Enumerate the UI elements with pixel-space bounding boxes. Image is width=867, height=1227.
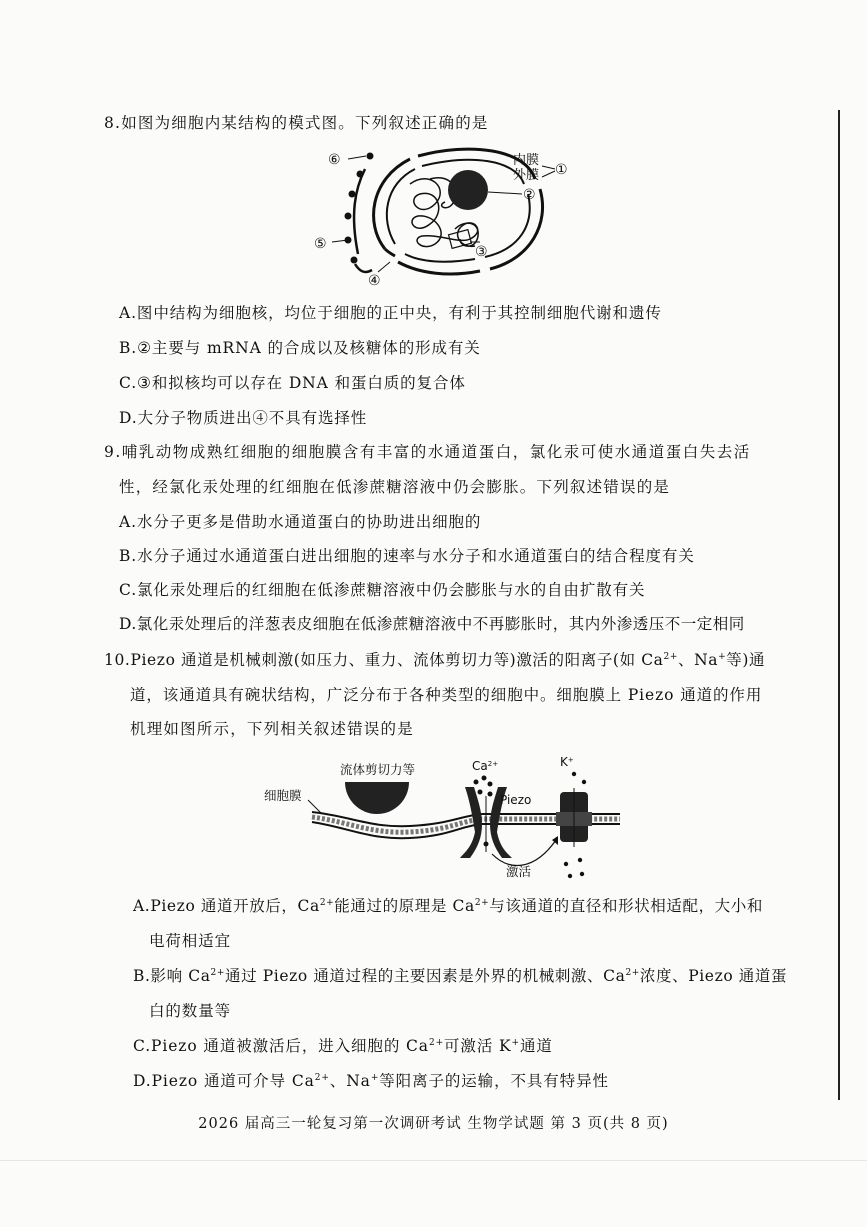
scan-edge-line — [0, 1160, 867, 1161]
piezo-label: Piezo — [500, 793, 532, 807]
q10-option-a-line1: A.Piezo 通道开放后，$Ca^{2+}$能通过的原理是 $Ca^{2+}$与该通道的直径和形状相适配，大小和 — [133, 897, 763, 915]
q8-option-c: C.③和拟核均可以存在 DNA 和蛋白质的复合体 — [119, 374, 466, 392]
q10-stem-line1: 10.Piezo 通道是机械刺激(如压力、重力、流体剪切力等)激活的阳离子(如 $Ca^{2+}$、Na+等)通 — [104, 651, 766, 669]
q8-option-d: D.大分子物质进出④不具有选择性 — [119, 409, 368, 427]
q9-option-b: B.水分子通过水通道蛋白进出细胞的速率与水分子和水通道蛋白的结合程度有关 — [119, 547, 695, 565]
label-2: ② — [523, 187, 536, 203]
k-label: K+ — [560, 755, 574, 769]
q8-stem: 8.如图为细胞内某结构的模式图。下列叙述正确的是 — [104, 114, 489, 132]
inner-membrane-label: 内膜 — [513, 153, 540, 168]
label-5: ⑤ — [314, 236, 327, 252]
cell-membrane-label: 细胞膜 — [264, 788, 302, 803]
q9-stem-line1: 9.哺乳动物成熟红细胞的细胞膜含有丰富的水通道蛋白，氯化汞可使水通道蛋白失去活 — [104, 443, 751, 461]
q8-option-b: B.②主要与 mRNA 的合成以及核糖体的形成有关 — [119, 339, 481, 357]
q10-stem-line2: 道，该通道具有碗状结构，广泛分布于各种类型的细胞中。细胞膜上 Piezo 通道的作用 — [130, 686, 763, 704]
activate-label: 激活 — [506, 864, 532, 879]
label-1: ① — [555, 162, 568, 178]
q10-option-b-line1: B.影响 $Ca^{2+}$通过 Piezo 通道过程的主要因素是外界的机械刺激、$Ca^{2+}$浓度、Piezo 通道蛋 — [133, 967, 788, 985]
q9-option-d: D.氯化汞处理后的洋葱表皮细胞在低渗蔗糖溶液中不再膨胀时，其内外渗透压不一定相同 — [119, 615, 745, 633]
q10-option-c: C.Piezo 通道被激活后，进入细胞的 $Ca^{2+}$可激活 K+通道 — [133, 1037, 553, 1055]
q8-option-a: A.图中结构为细胞核，均位于细胞的正中央，有利于其控制细胞代谢和遗传 — [119, 304, 662, 322]
q10-stem-line3: 机理如图所示，下列相关叙述错误的是 — [130, 720, 414, 738]
nucleus-diagram — [310, 144, 590, 294]
q10-option-b-line2: 白的数量等 — [149, 1002, 232, 1020]
q9-option-c: C.氯化汞处理后的红细胞在低渗蔗糖溶液中仍会膨胀与水的自由扩散有关 — [119, 581, 646, 599]
ca-label: $Ca^{2+}$ — [472, 759, 499, 773]
page-footer: 2026 届高三一轮复习第一次调研考试 生物学试题 第 3 页(共 8 页) — [198, 1116, 669, 1132]
q10-option-d: D.Piezo 通道可介导 $Ca^{2+}$、Na+等阳离子的运输，不具有特异性 — [133, 1072, 609, 1090]
q10-option-a-line2: 电荷相适宜 — [149, 932, 232, 950]
margin-rule — [838, 110, 840, 1100]
outer-membrane-label: 外膜 — [513, 168, 540, 183]
label-6: ⑥ — [328, 152, 341, 168]
label-3: ③ — [475, 244, 488, 260]
q9-option-a: A.水分子更多是借助水通道蛋白的协助进出细胞的 — [119, 513, 482, 531]
label-4: ④ — [368, 273, 381, 289]
shear-force-label: 流体剪切力等 — [340, 762, 416, 777]
q9-stem-line2: 性，经氯化汞处理的红细胞在低渗蔗糖溶液中仍会膨胀。下列叙述错误的是 — [119, 478, 671, 496]
piezo-diagram — [260, 752, 640, 892]
